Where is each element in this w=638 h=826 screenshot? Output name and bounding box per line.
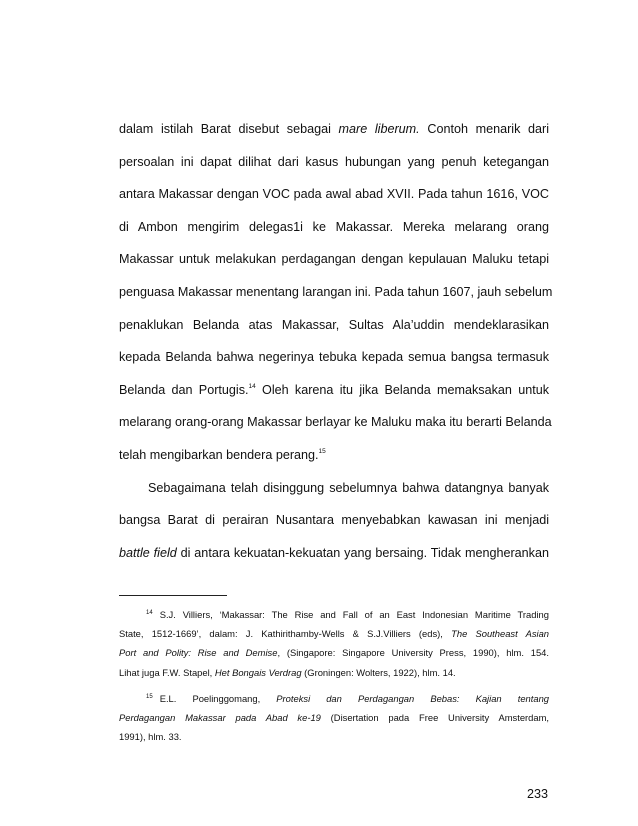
text-line: penguasa Makassar menentang larangan ini. Pada tahun 1607, jauh sebelum bbox=[119, 284, 553, 299]
footnote-line: Port and Polity: Rise and Demise, (Singapore: Singapore University Press, 1990), hlm. 154. bbox=[119, 647, 549, 659]
footnote-mark: 15 bbox=[146, 693, 153, 700]
text-line: melarang orang-orang Makassar berlayar ke Maluku maka itu berarti Belanda bbox=[119, 415, 552, 430]
text-line: Sebagaimana telah disinggung sebelumnya bahwa datangnya banyak bbox=[148, 480, 549, 495]
footnote-divider bbox=[119, 595, 227, 596]
text-line: bangsa Barat di perairan Nusantara menyebabkan kawasan ini menjadi bbox=[119, 513, 549, 528]
text-line: persoalan ini dapat dilihat dari kasus hubungan yang penuh ketegangan bbox=[119, 154, 549, 169]
text-line: Makassar untuk melakukan perdagangan dengan kepulauan Maluku tetapi bbox=[119, 252, 549, 267]
page-number: 233 bbox=[527, 787, 549, 801]
text-line: kepada Belanda bahwa negerinya tebuka kepada semua bangsa termasuk bbox=[119, 350, 549, 365]
italic-title: Proteksi dan Perdagangan Bebas: Kajian tentang bbox=[276, 692, 549, 704]
footnote-14: $^{14}$ S.J. Villiers, ‘Makassar: The Rise and Fall of an East Indonesian Maritime Trading bbox=[146, 609, 549, 620]
footnote-reference-15[interactable]: 15 bbox=[318, 447, 326, 455]
footnote-line: Lihat juga F.W. Stapel, Het Bongais Verdrag (Groningen: Wolters, 1922), hlm. 14. bbox=[119, 666, 456, 678]
text-line: Belanda dan Portugis.$^{14}$ Oleh karena itu jika Belanda memaksakan untuk bbox=[119, 382, 549, 397]
text-line: battle field di antara kekuatan-kekuatan yang bersaing. Tidak mengherankan bbox=[119, 545, 549, 560]
footnote-mark: 14 bbox=[146, 610, 153, 616]
footnote-line: State, 1512-1669’, dalam: J. Kathirithamby-Wells & S.J.Villiers (eds), The Southeast Asian bbox=[119, 628, 550, 640]
italic-term: battle field bbox=[119, 545, 177, 560]
text-line: telah mengibarkan bendera perang.$^{15}$ bbox=[119, 447, 326, 462]
footnotes bbox=[119, 608, 549, 749]
text-line: dalam istilah Barat disebut sebagai mare liberum. Contoh menarik dari bbox=[119, 122, 550, 136]
body-text bbox=[119, 119, 553, 575]
footnote-reference-14[interactable]: 14 bbox=[248, 382, 256, 390]
footnote-line: 1991), hlm. 33. bbox=[119, 731, 182, 743]
italic-title: Port and Polity: Rise and Demise bbox=[119, 647, 278, 659]
text-line: antara Makassar dengan VOC pada awal abad XVII. Pada tahun 1616, VOC bbox=[119, 187, 549, 202]
text-line: penaklukan Belanda atas Makassar, Sultas Ala’uddin mendeklarasikan bbox=[119, 317, 549, 332]
italic-term: mare liberum. bbox=[338, 122, 420, 136]
text-line: di Ambon mengirim delegas1i ke Makassar. Mereka melarang orang bbox=[119, 219, 549, 234]
footnote-line: Perdagangan Makassar pada Abad ke-19 (Disertation pada Free University Amsterdam, bbox=[119, 711, 549, 723]
italic-title: Het Bongais Verdrag bbox=[214, 666, 302, 678]
italic-title: The Southeast Asian bbox=[451, 628, 550, 640]
italic-title: Perdagangan Makassar pada Abad ke-19 bbox=[119, 711, 321, 723]
footnote-15: $^{15}$ E.L. Poelinggomang, Proteksi dan Perdagangan Bebas: Kajian tentang bbox=[146, 692, 549, 704]
